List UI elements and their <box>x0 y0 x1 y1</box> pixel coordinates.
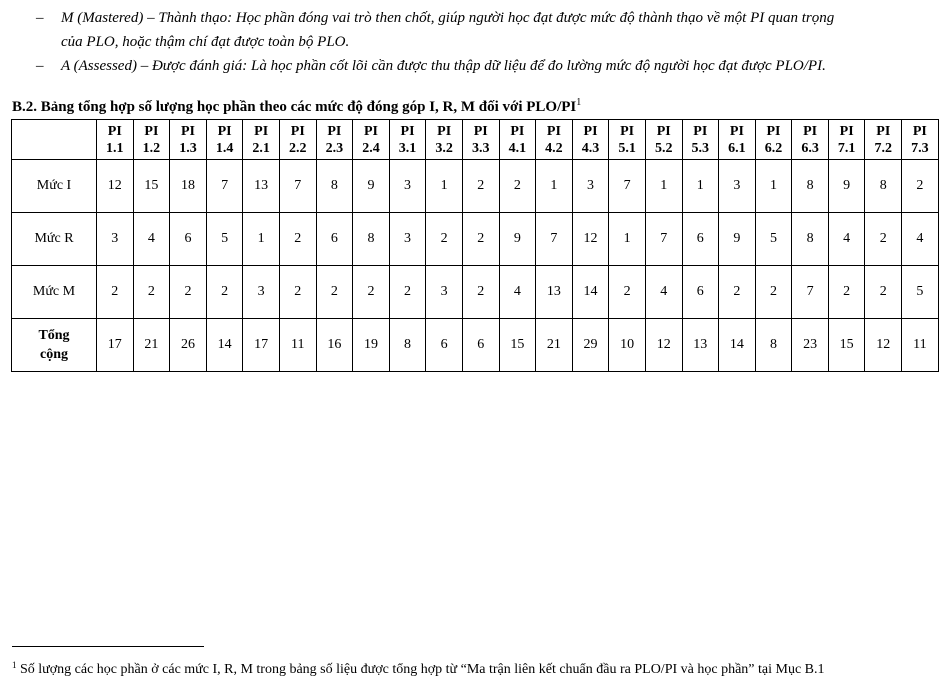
table-cell: 11 <box>279 319 316 372</box>
column-header-line: PI <box>583 123 598 139</box>
table-cell: 2 <box>755 266 792 319</box>
table-cell: 6 <box>682 213 719 266</box>
table-cell: 7 <box>279 160 316 213</box>
column-header-line: 5.1 <box>618 140 636 156</box>
column-header-line: PI <box>107 123 122 139</box>
column-header <box>828 120 865 160</box>
bullet-dash: – <box>36 58 44 74</box>
definition-list <box>0 6 945 78</box>
table-cell: 15 <box>133 160 170 213</box>
table-cell: 11 <box>902 319 939 372</box>
column-header <box>755 120 792 160</box>
column-header-line: 3.1 <box>398 140 417 156</box>
table-cell: 2 <box>316 266 353 319</box>
column-header-line: 3.2 <box>435 140 453 156</box>
column-header-line: PI <box>290 123 305 139</box>
table-cell: 8 <box>353 213 390 266</box>
table-cell: 19 <box>353 319 390 372</box>
column-header <box>792 120 829 160</box>
table-cell: 6 <box>682 266 719 319</box>
column-header-line: 6.1 <box>728 140 746 156</box>
header-corner-cell <box>12 120 97 160</box>
table-cell: 3 <box>572 160 609 213</box>
row-label-line: Mức I <box>36 178 72 193</box>
column-header-line: PI <box>729 123 744 139</box>
table-cell: 2 <box>97 266 134 319</box>
row-label-line: Mức M <box>32 284 76 299</box>
table-cell: 29 <box>572 319 609 372</box>
column-header-line: PI <box>473 123 488 139</box>
table-row <box>12 213 939 266</box>
table-cell: 9 <box>719 213 756 266</box>
column-header-line: 2.4 <box>362 140 380 156</box>
footnote-marker: 1 <box>12 660 17 670</box>
table-cell: 2 <box>462 266 499 319</box>
table-cell: 3 <box>243 266 280 319</box>
table-cell: 1 <box>755 160 792 213</box>
column-header-line: 7.2 <box>874 140 893 156</box>
column-header-line: PI <box>217 123 232 139</box>
footnote-text: Số lượng các học phần ở các mức I, R, M trong bảng số liệu được tổng hợp từ “Ma trận liên kết chuẩn đầu ra PLO/PI và học phần” tại Mục B.1 <box>20 662 825 677</box>
section-heading-text: B.2. Bảng tổng hợp số lượng học phần theo các mức độ đóng góp I, R, M đối với PLO/PI <box>12 99 577 115</box>
table-cell: 14 <box>206 319 243 372</box>
column-header-line: 4.3 <box>581 140 600 156</box>
table-cell: 1 <box>682 160 719 213</box>
column-header <box>170 120 207 160</box>
column-header <box>645 120 682 160</box>
table-row <box>12 319 939 372</box>
table-cell: 18 <box>170 160 207 213</box>
table-cell: 5 <box>755 213 792 266</box>
table-cell: 8 <box>792 160 829 213</box>
bullet-mastered <box>0 6 945 54</box>
table-cell: 6 <box>316 213 353 266</box>
table-cell: 4 <box>828 213 865 266</box>
table-cell: 2 <box>279 266 316 319</box>
table-cell: 9 <box>353 160 390 213</box>
table-cell: 8 <box>755 319 792 372</box>
table-cell: 21 <box>536 319 573 372</box>
table-cell: 2 <box>279 213 316 266</box>
row-label <box>12 319 97 372</box>
table-cell: 15 <box>499 319 536 372</box>
column-header-line: PI <box>766 123 781 139</box>
column-header-line: 6.3 <box>801 140 819 156</box>
bullet-assessed-line-1: A (Assessed) – Được đánh giá: Là học phần cốt lõi cần được thu thập dữ liệu để đo lường mức độ người học đạt được PLO/PI. <box>61 58 826 74</box>
table-cell: 3 <box>719 160 756 213</box>
summary-table <box>11 119 939 372</box>
column-header-line: 1.1 <box>106 140 124 156</box>
column-header-line: PI <box>912 123 927 139</box>
table-cell: 2 <box>170 266 207 319</box>
footnote-ref: 1 <box>576 97 582 108</box>
row-label <box>12 266 97 319</box>
column-header-line: 7.1 <box>837 140 856 156</box>
table-cell: 9 <box>499 213 536 266</box>
table-cell: 8 <box>792 213 829 266</box>
table-cell: 12 <box>645 319 682 372</box>
table-cell: 16 <box>316 319 353 372</box>
column-header-line: PI <box>546 123 561 139</box>
column-header <box>572 120 609 160</box>
table-cell: 7 <box>536 213 573 266</box>
column-header-line: 1.2 <box>142 140 161 156</box>
row-label <box>12 160 97 213</box>
row-label-line: Tổng <box>38 328 70 343</box>
table-cell: 10 <box>609 319 646 372</box>
table-cell: 3 <box>389 160 426 213</box>
column-header <box>536 120 573 160</box>
table-cell: 23 <box>792 319 829 372</box>
column-header <box>609 120 646 160</box>
column-header <box>682 120 719 160</box>
table-cell: 2 <box>865 266 902 319</box>
table-cell: 2 <box>499 160 536 213</box>
column-header <box>133 120 170 160</box>
column-header <box>353 120 390 160</box>
table-cell: 2 <box>133 266 170 319</box>
table-cell: 5 <box>206 213 243 266</box>
section-heading <box>12 92 581 118</box>
column-header <box>97 120 134 160</box>
table-header-row <box>12 120 939 160</box>
table-cell: 7 <box>609 160 646 213</box>
table-cell: 2 <box>865 213 902 266</box>
column-header-line: PI <box>254 123 269 139</box>
table-cell: 2 <box>828 266 865 319</box>
column-header <box>499 120 536 160</box>
table-row <box>12 266 939 319</box>
table-cell: 7 <box>645 213 682 266</box>
table-cell: 5 <box>902 266 939 319</box>
table-cell: 13 <box>682 319 719 372</box>
table-cell: 4 <box>645 266 682 319</box>
table-cell: 1 <box>243 213 280 266</box>
column-header-line: PI <box>400 123 415 139</box>
table-cell: 1 <box>609 213 646 266</box>
column-header-line: 4.1 <box>508 140 527 156</box>
column-header-line: 1.3 <box>179 140 197 156</box>
table-cell: 4 <box>902 213 939 266</box>
table-cell: 2 <box>719 266 756 319</box>
table-cell: 2 <box>609 266 646 319</box>
column-header-line: PI <box>693 123 708 139</box>
table-cell: 2 <box>353 266 390 319</box>
column-header <box>719 120 756 160</box>
table-cell: 2 <box>426 213 463 266</box>
table-cell: 2 <box>206 266 243 319</box>
column-header-line: 7.3 <box>911 140 929 156</box>
table-cell: 7 <box>206 160 243 213</box>
column-header-line: PI <box>876 123 891 139</box>
bullet-dash: – <box>36 10 44 26</box>
footnote-divider <box>12 646 204 647</box>
table-cell: 2 <box>462 213 499 266</box>
table-cell: 12 <box>865 319 902 372</box>
column-header-line: 4.2 <box>545 140 563 156</box>
row-label-line: cộng <box>40 347 68 362</box>
table-cell: 2 <box>389 266 426 319</box>
column-header-line: PI <box>839 123 854 139</box>
table-cell: 12 <box>572 213 609 266</box>
table-cell: 8 <box>865 160 902 213</box>
row-label-line: Mức R <box>34 231 74 246</box>
column-header <box>902 120 939 160</box>
column-header <box>389 120 426 160</box>
column-header-line: 5.3 <box>691 140 710 156</box>
column-header-line: PI <box>363 123 378 139</box>
table-cell: 26 <box>170 319 207 372</box>
column-header-line: PI <box>620 123 635 139</box>
column-header-line: PI <box>327 123 342 139</box>
column-header-line: PI <box>510 123 525 139</box>
table-cell: 4 <box>499 266 536 319</box>
table-cell: 1 <box>645 160 682 213</box>
column-header <box>243 120 280 160</box>
column-header-line: 2.1 <box>252 140 270 156</box>
table-cell: 2 <box>902 160 939 213</box>
table-cell: 14 <box>572 266 609 319</box>
table-cell: 8 <box>389 319 426 372</box>
table-cell: 13 <box>536 266 573 319</box>
table-cell: 6 <box>462 319 499 372</box>
table-cell: 8 <box>316 160 353 213</box>
table-cell: 14 <box>719 319 756 372</box>
column-header-line: 2.2 <box>289 140 307 156</box>
column-header-line: 6.2 <box>764 140 783 156</box>
bullet-mastered-line-2: của PLO, hoặc thậm chí đạt được toàn bộ PLO. <box>61 34 350 50</box>
table-cell: 6 <box>426 319 463 372</box>
column-header <box>206 120 243 160</box>
table-cell: 15 <box>828 319 865 372</box>
table-cell: 2 <box>462 160 499 213</box>
table-cell: 6 <box>170 213 207 266</box>
column-header <box>316 120 353 160</box>
table-cell: 21 <box>133 319 170 372</box>
table-cell: 17 <box>243 319 280 372</box>
column-header-line: PI <box>144 123 159 139</box>
column-header-line: PI <box>803 123 818 139</box>
column-header-line: PI <box>656 123 671 139</box>
table-row <box>12 160 939 213</box>
table-cell: 12 <box>97 160 134 213</box>
column-header-line: PI <box>180 123 195 139</box>
table-cell: 1 <box>536 160 573 213</box>
column-header-line: 2.3 <box>325 140 344 156</box>
table-body <box>12 160 939 372</box>
table-cell: 3 <box>97 213 134 266</box>
table-cell: 4 <box>133 213 170 266</box>
row-label <box>12 213 97 266</box>
table-cell: 3 <box>389 213 426 266</box>
table-cell: 17 <box>97 319 134 372</box>
column-header <box>426 120 463 160</box>
column-header-line: 5.2 <box>654 140 673 156</box>
column-header-line: PI <box>437 123 452 139</box>
footnote <box>12 656 825 679</box>
column-header-line: 3.3 <box>471 140 490 156</box>
column-header <box>462 120 499 160</box>
column-header-line: 1.4 <box>215 140 234 156</box>
table-cell: 9 <box>828 160 865 213</box>
bullet-mastered-line-1: M (Mastered) – Thành thạo: Học phần đóng vai trò then chốt, giúp người học đạt được mức độ thành thạo về một PI quan trọng <box>61 10 835 26</box>
table-cell: 7 <box>792 266 829 319</box>
table-cell: 1 <box>426 160 463 213</box>
table-cell: 3 <box>426 266 463 319</box>
table-cell: 13 <box>243 160 280 213</box>
bullet-assessed <box>0 54 945 78</box>
column-header <box>279 120 316 160</box>
column-header <box>865 120 902 160</box>
